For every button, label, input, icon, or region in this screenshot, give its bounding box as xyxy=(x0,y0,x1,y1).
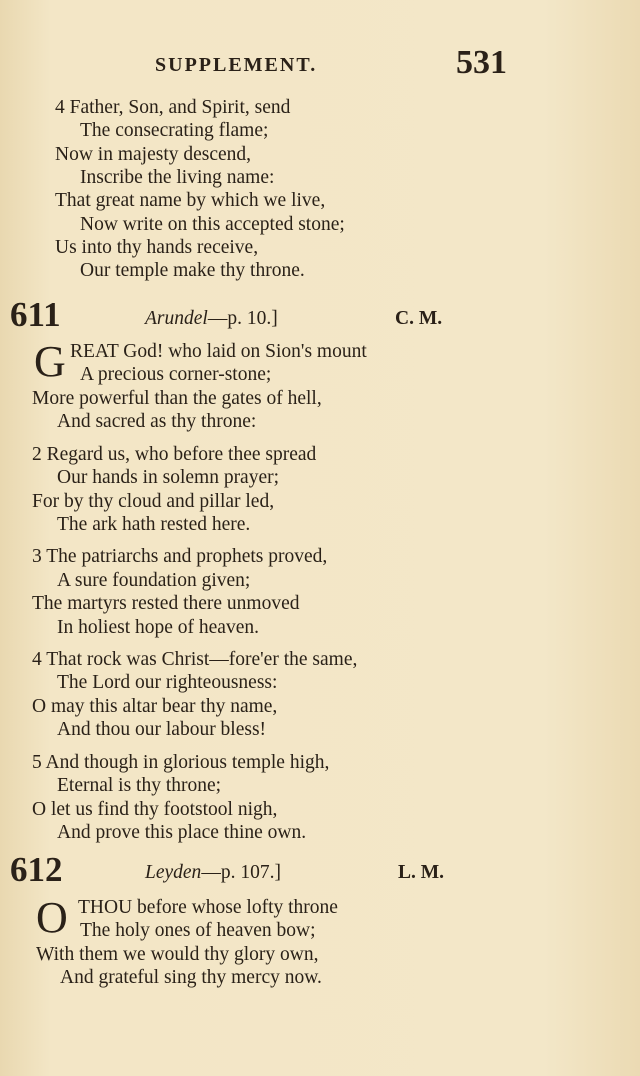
verse-line: And prove this place thine own. xyxy=(57,822,307,843)
tune-reference xyxy=(145,862,281,884)
verse-line: O may this altar bear thy name, xyxy=(32,696,278,717)
verse-line: Now write on this accepted stone; xyxy=(80,214,345,235)
tune-page-ref: —p. 10.] xyxy=(207,308,278,329)
drop-cap: O xyxy=(36,893,68,942)
verse-line: Us into thy hands receive, xyxy=(55,237,259,258)
verse-line: The holy ones of heaven bow; xyxy=(80,920,316,941)
verse-line: A precious corner-stone; xyxy=(80,364,272,385)
meter: C. M. xyxy=(395,308,443,329)
running-header: SUPPLEMENT. xyxy=(155,54,318,76)
verse-line: Eternal is thy throne; xyxy=(57,775,222,796)
verse-line: REAT God! who laid on Sion's mount xyxy=(70,341,367,362)
tune-page-ref: —p. 107.] xyxy=(201,862,281,883)
verse-line: That great name by which we live, xyxy=(55,190,326,211)
meter: L. M. xyxy=(398,862,445,883)
hymn-number: 611 xyxy=(10,295,61,334)
verse-line: For by thy cloud and pillar led, xyxy=(32,491,275,512)
tune-name: Arundel xyxy=(145,308,208,329)
verse-line: The Lord our righteousness: xyxy=(57,672,278,693)
verse-line: THOU before whose lofty throne xyxy=(78,897,338,918)
verse-line: 4 That rock was Christ—fore'er the same, xyxy=(32,649,358,670)
verse-line: And grateful sing thy mercy now. xyxy=(60,967,322,988)
verse-line: In holiest hope of heaven. xyxy=(57,617,259,638)
verse-line: 3 The patriarchs and prophets proved, xyxy=(32,546,328,567)
verse-line: Our temple make thy throne. xyxy=(80,260,305,281)
verse-line: With them we would thy glory own, xyxy=(36,944,319,965)
verse-line: Inscribe the living name: xyxy=(80,167,275,188)
tune-reference xyxy=(145,308,278,330)
verse-line: 2 Regard us, who before thee spread xyxy=(32,444,317,465)
verse-line: Now in majesty descend, xyxy=(55,144,252,165)
verse-line: A sure foundation given; xyxy=(57,570,251,591)
tune-name: Leyden xyxy=(145,862,202,883)
verse-line: More powerful than the gates of hell, xyxy=(32,388,322,409)
verse-line: And thou our labour bless! xyxy=(57,719,267,740)
verse-line: 4 Father, Son, and Spirit, send xyxy=(55,97,291,118)
verse-line: The ark hath rested here. xyxy=(57,514,251,535)
verse-line: The consecrating flame; xyxy=(80,120,269,141)
verse-line: O let us find thy footstool nigh, xyxy=(32,799,278,820)
verse-line: The martyrs rested there unmoved xyxy=(32,593,300,614)
page-number: 531 xyxy=(456,44,507,81)
verse-line: Our hands in solemn prayer; xyxy=(57,467,280,488)
drop-cap: G xyxy=(34,337,66,386)
verse-line: And sacred as thy throne: xyxy=(57,411,257,432)
hymn-number: 612 xyxy=(10,850,63,889)
verse-line: 5 And though in glorious temple high, xyxy=(32,752,330,773)
